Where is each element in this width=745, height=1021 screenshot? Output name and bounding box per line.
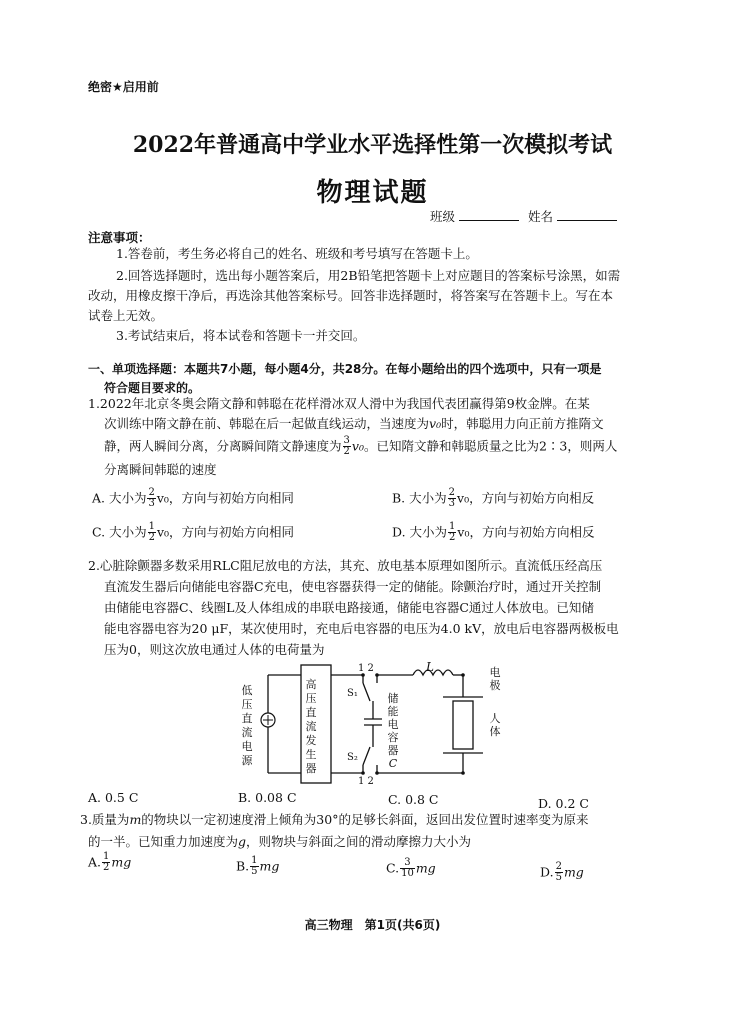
page-title: 2022年普通高中学业水平选择性第一次模拟考试 [132,132,613,158]
class-field [430,210,519,224]
q2-line-5: 压为0，则这次放电通过人体的电荷量为 [104,642,325,657]
q1-line-1: 1.2022年北京冬奥会隋文静和韩聪在花样滑冰双人滑中为我国代表团赢得第9枚金牌。在某 [88,396,590,411]
terminal-top-label: 1 2 [358,663,374,674]
note-item-1: 1.答卷前，考生务必将自己的姓名、班级和考号填写在答题卡上。 [116,246,478,261]
q1-option-c: C. 大小为 $\frac{1}{2}$ v₀，方向与初始方向相同 [92,521,295,543]
switch-s2-label: S₂ [347,752,358,763]
low-voltage-label: 低 压 直 流 电 源 [241,684,253,767]
notes-heading: 注意事项： [88,230,151,245]
q1-option-b: B. 大小为 $\frac{2}{3}$ v₀，方向与初始方向相反 [392,487,595,509]
q2-line-4: 能电容器电容为20 μF，某次使用时，充电后电容器的电压为4.0 kV，放电后电容器两极板电 [104,621,619,636]
q2-option-d: D. 0.2 C [538,796,589,811]
note-item-2-line-1: 2.回答选择题时，选出每小题答案后，用2B铅笔把答题卡上对应题目的答案标号涂黑，如需 [116,268,621,283]
page-footer: 高三物理 第1页(共6页) [304,918,441,932]
q2-line-3: 由储能电容器C、线圈L及人体组成的串联电路接通，储能电容器C通过人体放电。已知储 [104,600,594,615]
q3-option-b: B. $\frac{1}{5}$ mg [236,855,280,877]
note-item-2-line-3: 试卷上无效。 [88,308,164,323]
capacitor-label: 储 能 电 容 器 C [387,692,399,770]
inductor-label: L [426,660,434,674]
q1-line-4: 分离瞬间韩聪的速度 [104,462,217,477]
section-1-heading: 一、单项选择题：本题共7小题，每小题4分，共28分。在每小题给出的四个选项中，只有一项是 [88,362,602,376]
generator-label: 高 压 直 流 发 生 器 [305,678,317,775]
fraction: $\frac{3}{2}$ [343,435,350,457]
body-label: 人 体 [489,712,501,738]
q1-line-3: 静，两人瞬间分离，分离瞬间隋文静速度为 $\frac{3}{2}$ v₀。已知隋文静和韩聪质量之比为2∶3，则两人 [104,435,618,457]
terminal-bottom-label: 1 2 [358,776,374,787]
switch-s1-label: S₁ [347,688,358,699]
q2-option-b: B. 0.08 C [238,790,297,805]
note-item-2-line-2: 改动，用橡皮擦干净后，再选涂其他答案标号。回答非选择题时，将答案写在答题卡上。写在本 [88,288,614,303]
q3-option-c: C. $\frac{3}{10}$ mg [386,857,436,879]
electrode-label: 电 极 [489,666,501,692]
q2-line-1: 2.心脏除颤器多数采用RLC阻尼放电的方法，其充、放电基本原理如图所示。直流低压经高压 [88,558,603,573]
name-label: 姓名 [528,209,554,224]
q2-line-2: 直流发生器后向储能电容器C充电，使电容器获得一定的储能。除颤治疗时，通过开关控制 [104,579,602,594]
name-field [528,210,617,224]
page-subtitle: 物理试题 [316,178,429,208]
class-label: 班级 [430,209,456,224]
note-item-3: 3.考试结束后，将本试卷和答题卡一并交回。 [116,328,366,343]
q3-option-a: A. $\frac{1}{2}$ mg [88,851,132,873]
q3-option-d: D. $\frac{2}{5}$ mg [540,861,584,883]
q1-line-2: 次训练中隋文静在前、韩聪在后一起做直线运动，当速度为v₀时，韩聪用力向正前方推隋文 [104,416,604,431]
body-element [453,701,473,749]
q3-line-2: 的一半。已知重力加速度为g，则物块与斜面之间的滑动摩擦力大小为 [88,834,472,849]
secret-label: 绝密★启用前 [88,80,159,94]
q2-option-c: C. 0.8 C [388,792,439,807]
q1-option-a: A. 大小为 $\frac{2}{3}$ v₀，方向与初始方向相同 [92,487,294,509]
q1-option-d: D. 大小为 $\frac{1}{2}$ v₀，方向与初始方向相反 [392,521,595,543]
section-1-heading-cont: 符合题目要求的。 [104,381,201,395]
q3-line-1: 3.质量为m的物块以一定初速度滑上倾角为30°的足够长斜面，返回出发位置时速率变为原来 [80,812,589,827]
q2-option-a: A. 0.5 C [88,790,139,805]
circuit-diagram [235,655,525,795]
